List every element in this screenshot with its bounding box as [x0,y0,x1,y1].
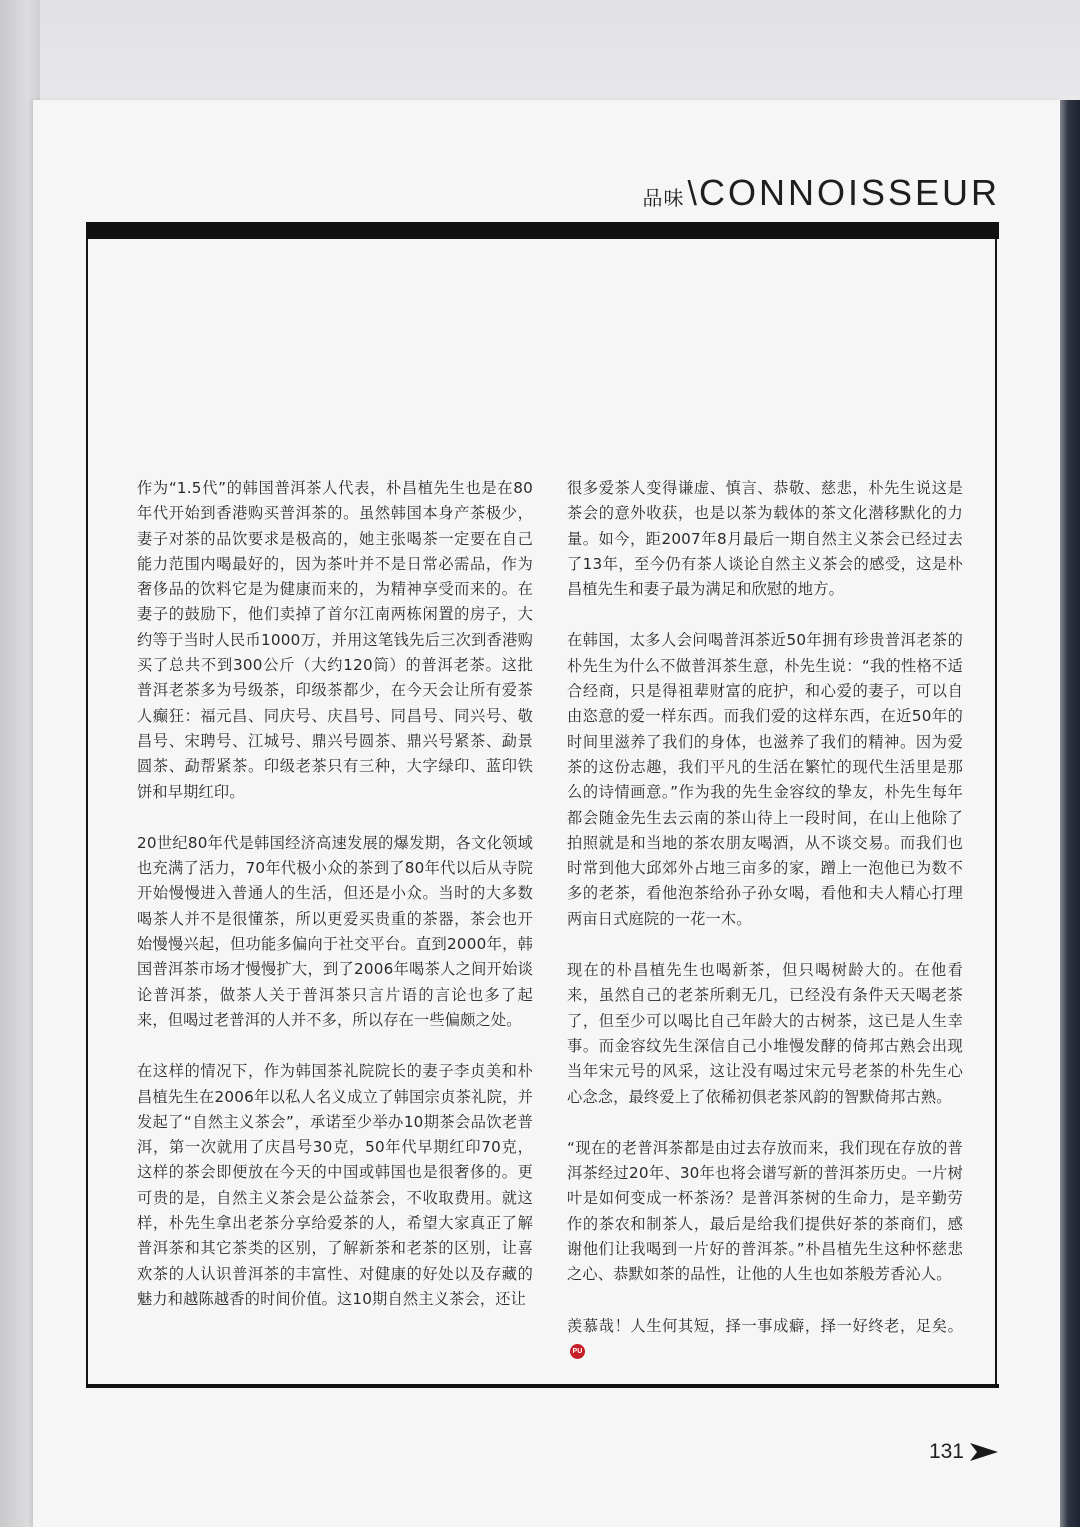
right-arrow-icon [970,1442,998,1462]
frame-top-rule [86,222,999,239]
section-title-cn: 品味 [642,186,685,210]
article-column-left [137,476,533,1338]
closing-text: 羡慕哉！人生何其短，择一事成癖，择一好终老，足矣。 [567,1316,963,1335]
page-number: 131 [928,1440,964,1463]
end-mark-icon: PU [570,1344,585,1359]
section-title-en: CONNOISSEUR [698,172,1000,213]
paragraph: 在韩国，太多人会问喝普洱茶近50年拥有珍贵普洱老茶的朴先生为什么不做普洱茶生意，朴先生说：“我的性格不适合经商，只是得祖辈财富的庇护，和心爱的妻子，可以自由恣意的爱一样东西。而我们爱的这样东西，在近50年的时间里滋养了我们的身体，也滋养了我们的精神。因为爱茶的这份志趣，我们平凡的生活在繁忙的现代生活里是那么的诗情画意。”作为我的先生金容纹的挚友，朴先生每年都会随金先生去云南的茶山待上一段时间，在山上他除了拍照就是和当地的茶农朋友喝酒，从不谈交易。而我们也时常到他大邱郊外占地三亩多的家，蹭上一泡他已为数不多的老茶，看他泡茶给孙子孙女喝，看他和夫人精心打理两亩日式庭院的一花一木。 [567,631,963,928]
paragraph: 作为“1.5代”的韩国普洱茶人代表，朴昌植先生也是在80年代开始到香港购买普洱茶的。虽然韩国本身产茶极少，妻子对茶的品饮要求是极高的，她主张喝茶一定要在自己能力范围内喝最好的，因为茶叶并不是日常必需品，作为奢侈品的饮料它是为健康而来的，为精神享受而来的。在妻子的鼓励下，他们卖掉了首尔江南两栋闲置的房子，大约等于当时人民币1000万，并用这笔钱先后三次到香港购买了总共不到300公斤（大约120筒）的普洱老茶。这批普洱老茶多为号级茶，印级茶都少，在今天会让所有爱茶人癫狂：福元昌、同庆号、庆昌号、同昌号、同兴号、敬昌号、宋聘号、江城号、鼎兴号圆茶、鼎兴号紧茶、勐景圆茶、勐帮紧茶。印级老茶只有三种，大字绿印、蓝印铁饼和早期红印。 [137,479,533,801]
section-header [643,172,1000,214]
article-column-right [567,476,963,1390]
paragraph: 很多爱茶人变得谦虚、慎言、恭敬、慈悲，朴先生说这是茶会的意外收获，也是以茶为载体的茶文化潜移默化的力量。如今，距2007年8月最后一期自然主义茶会已经过去了13年，至今仍有茶人谈论自然主义茶会的感受，这是朴昌植先生和妻子最为满足和欣慰的地方。 [567,479,963,599]
closing-paragraph [567,1314,963,1365]
section-separator: \ [687,175,697,213]
scan-background-top [0,0,1080,100]
paragraph: 在这样的情况下，作为韩国茶礼院院长的妻子李贞美和朴昌植先生在2006年以私人名义成立了韩国宗贞茶礼院，并发起了“自然主义茶会”，承诺至少举办10期茶会品饮老普洱，第一次就用了庆昌号30克，50年代早期红印70克，这样的茶会即便放在今天的中国或韩国也是很奢侈的。更可贵的是，自然主义茶会是公益茶会，不收取费用。就这样，朴先生拿出老茶分享给爱茶的人，希望大家真正了解普洱茶和其它茶类的区别，了解新茶和老茶的区别，让喜欢茶的人认识普洱茶的丰富性、对健康的好处以及存藏的魅力和越陈越香的时间价值。这10期自然主义茶会，还让 [137,1062,533,1308]
paragraph: 20世纪80年代是韩国经济高速发展的爆发期，各文化领域也充满了活力，70年代极小众的茶到了80年代以后从寺院开始慢慢进入普通人的生活，但还是小众。当时的大多数喝茶人并不是很懂茶，所以更爱买贵重的茶器，茶会也开始慢慢兴起，但功能多偏向于社交平台。直到2000年，韩国普洱茶市场才慢慢扩大，到了2006年喝茶人之间开始谈论普洱茶，做茶人关于普洱茶只言片语的言论也多了起来，但喝过老普洱的人并不多，所以存在一些偏颇之处。 [137,833,533,1029]
paragraph: 现在的朴昌植先生也喝新茶，但只喝树龄大的。在他看来，虽然自己的老茶所剩无几，已经没有条件天天喝老茶了，但至少可以喝比自己年龄大的古树茶，这已是人生幸事。而金容纹先生深信自己小堆慢发酵的倚邦古熟会出现当年宋元号的风采，这让没有喝过宋元号老茶的朴先生心心念念，最终爱上了依稀初俱老茶风韵的智默倚邦古熟。 [567,961,963,1106]
paragraph: “现在的老普洱茶都是由过去存放而来，我们现在存放的普洱茶经过20年、30年也将会谱写新的普洱茶历史。一片树叶是如何变成一杯茶汤？是普洱茶树的生命力，是辛勤劳作的茶农和制茶人，最后是给我们提供好茶的茶商们，感谢他们让我喝到一片好的普洱茶。”朴昌植先生这种怀慈悲之心、恭默如茶的品性，让他的人生也如茶般芳香沁人。 [567,1138,963,1284]
page-footer [929,1440,998,1464]
